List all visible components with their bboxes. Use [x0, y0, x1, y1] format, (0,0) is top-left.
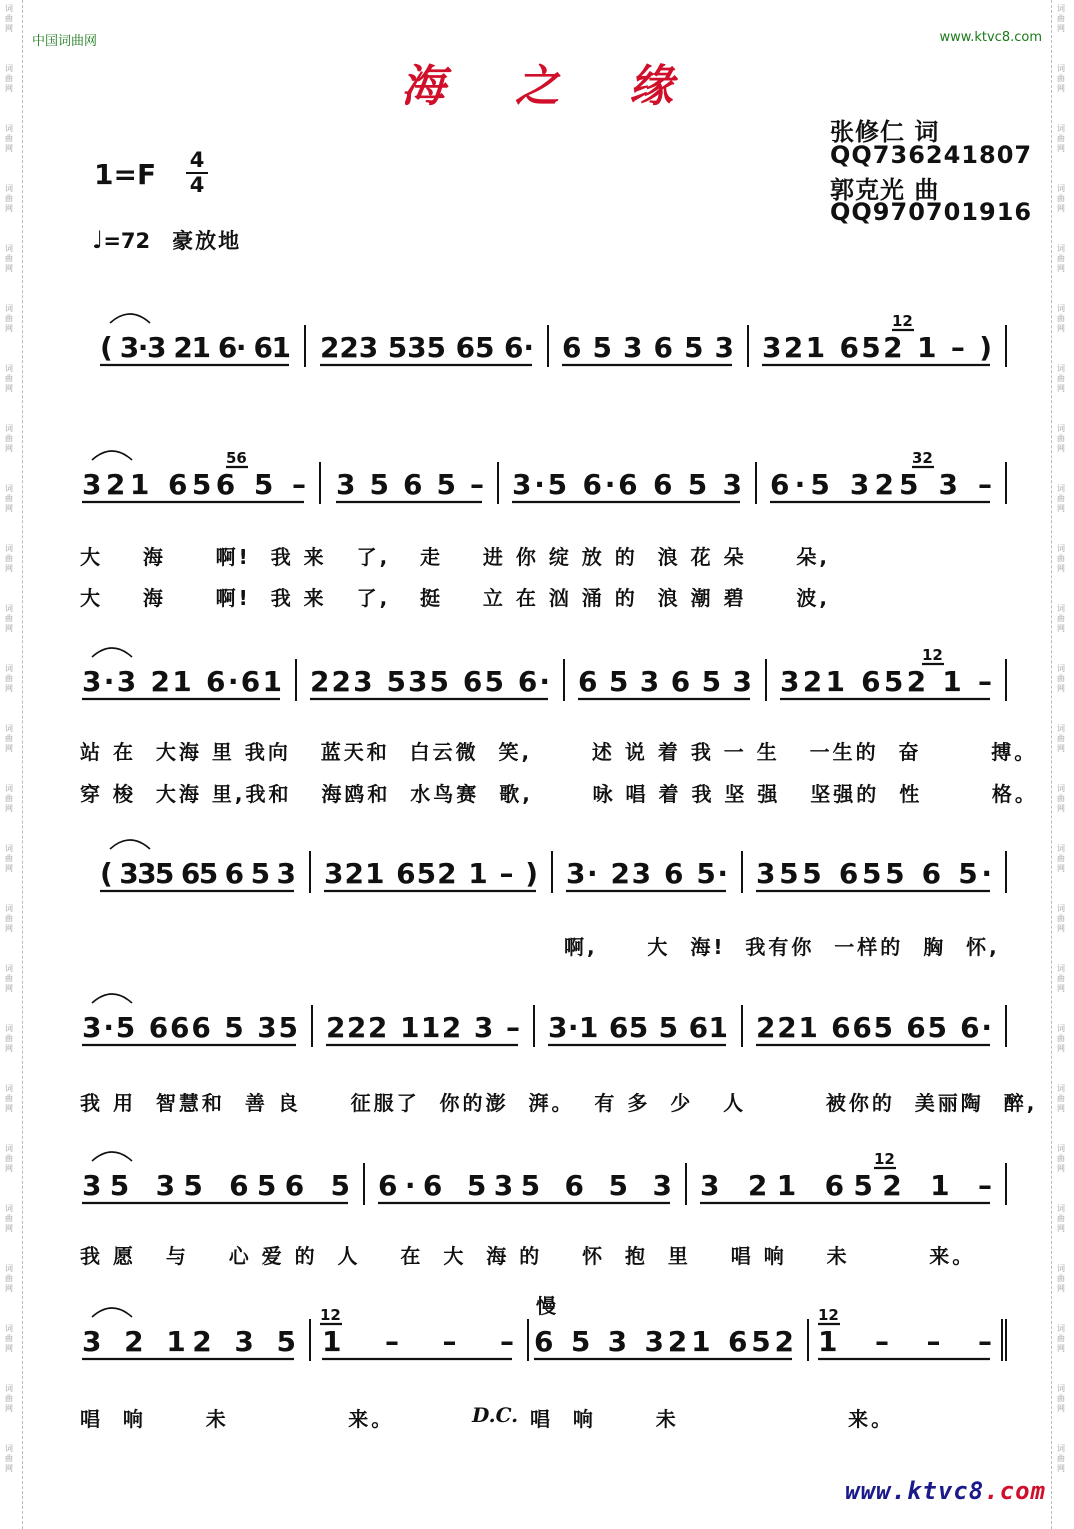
- lyric-line-6: 我 愿 与 心 爱 的 人 在 大 海 的 怀 抱 里 唱 响 未 来。: [80, 1244, 976, 1268]
- measure-notes: 6 5 3 6 5 3: [578, 665, 752, 698]
- measure-notes: 3·5 666 5 35: [82, 1011, 298, 1044]
- side-watermark-text: 词 曲 网: [1057, 484, 1065, 513]
- side-watermark-text: 词 曲 网: [1057, 1264, 1065, 1293]
- logo-part-2: .com: [984, 1477, 1046, 1505]
- side-watermark-text: 词 曲 网: [1057, 1144, 1065, 1173]
- lyric-line-3-verse-2: 穿 梭 大海 里,我和 海鸥和 水鸟赛 歌, 咏 唱 着 我 坚 强 坚强的 性 格。: [80, 782, 1038, 806]
- slow-marking: 慢: [536, 1294, 556, 1318]
- side-watermark-text: 词 曲 网: [1057, 1084, 1065, 1113]
- side-watermark-text: 词 曲 网: [5, 4, 13, 33]
- side-watermark-text: 词 曲 网: [5, 904, 13, 933]
- grace-note: 56: [226, 449, 247, 467]
- measure-notes: 223 535 65 6·: [310, 665, 550, 698]
- slur-arc: [110, 840, 150, 849]
- tempo-expression: 豪放地: [172, 229, 242, 253]
- side-watermark-text: 词 曲 网: [5, 484, 13, 513]
- side-watermark-text: 词 曲 网: [5, 424, 13, 453]
- side-watermark-text: 词 曲 网: [5, 124, 13, 153]
- lyric-line-5: 我 用 智慧和 善 良 征服了 你的澎 湃。 有 多 少 人 被你的 美丽陶 醉,: [80, 1091, 1038, 1115]
- time-signature-top: 4: [189, 148, 205, 172]
- side-watermark-text: 词 曲 网: [5, 1264, 13, 1293]
- lyric-line-7-left: 唱 响 未 来。: [80, 1407, 395, 1431]
- measure-notes: 1 – – –: [322, 1325, 514, 1358]
- side-watermark-text: 词 曲 网: [5, 184, 13, 213]
- side-watermark-text: 词 曲 网: [5, 244, 13, 273]
- measure-notes: 222 112 3 –: [326, 1011, 520, 1044]
- site-name-left[interactable]: 中国词曲网: [32, 34, 98, 49]
- side-watermark-text: 词 曲 网: [1057, 844, 1065, 873]
- side-watermark-text: 词 曲 网: [1057, 664, 1065, 693]
- side-watermark-text: 词 曲 网: [1057, 304, 1065, 333]
- side-watermark-text: 词 曲 网: [1057, 1444, 1065, 1473]
- lyric-line-3-verse-1: 站 在 大海 里 我向 蓝天和 白云微 笑, 述 说 着 我 一 生 一生的 奋 搏。: [80, 740, 1038, 764]
- side-watermark-text: 词 曲 网: [1057, 124, 1065, 153]
- side-watermark-text: 词 曲 网: [1057, 1024, 1065, 1053]
- lyricist-credit: 张修仁 词: [830, 118, 940, 146]
- measure-notes: 355 655 6 5·: [756, 857, 992, 890]
- side-watermark-text: 词 曲 网: [5, 1084, 13, 1113]
- grace-note: 12: [320, 1306, 341, 1324]
- side-watermark-text: 词 曲 网: [5, 544, 13, 573]
- side-watermark-text: 词 曲 网: [5, 784, 13, 813]
- composer-credit: 郭克光 曲: [830, 176, 940, 204]
- grace-note: 12: [874, 1150, 895, 1168]
- side-watermark-text: 词 曲 网: [1057, 64, 1065, 93]
- grace-note: 12: [892, 312, 913, 330]
- slur-arc: [110, 314, 150, 323]
- grace-note: 32: [912, 449, 933, 467]
- measure-notes: 35 35 656 5: [82, 1169, 350, 1202]
- side-watermark-text: 词 曲 网: [1057, 184, 1065, 213]
- side-watermark-text: 词 曲 网: [1057, 904, 1065, 933]
- site-url-right[interactable]: www.ktvc8.com: [939, 30, 1042, 45]
- side-watermark-text: 词 曲 网: [5, 364, 13, 393]
- side-watermark-text: 词 曲 网: [5, 64, 13, 93]
- measure-notes: 6·5 325 3 –: [770, 468, 992, 501]
- measure-notes: 6·6 535 6 5 3: [378, 1169, 672, 1202]
- side-watermark-text: 词 曲 网: [5, 1144, 13, 1173]
- composer-qq: QQ970701916: [830, 198, 1033, 226]
- measure-notes: 223 535 65 6·: [320, 331, 534, 364]
- key-signature: 1=F: [94, 158, 157, 191]
- grace-note: 12: [818, 1306, 839, 1324]
- side-watermark-text: 词 曲 网: [1057, 1204, 1065, 1233]
- measure-notes: ( 335 65 6 5 3: [100, 857, 296, 890]
- side-watermark-text: 词 曲 网: [5, 844, 13, 873]
- side-watermark-text: 词 曲 网: [5, 1384, 13, 1413]
- measure-notes: 3 5 6 5 –: [336, 468, 484, 501]
- measure-notes: 3·5 6·6 6 5 3: [512, 468, 742, 501]
- measure-notes: 3·1 65 5 61: [548, 1011, 728, 1044]
- quarter-note-icon: ♩: [92, 226, 104, 254]
- lyric-line-4: 啊, 大 海! 我有你 一样的 胸 怀,: [564, 935, 1000, 959]
- measure-notes: 6 5 3 6 5 3: [562, 331, 734, 364]
- logo-part-1: www.ktvc8: [845, 1477, 985, 1505]
- time-signature-bottom: 4: [189, 173, 205, 197]
- lyricist-qq: QQ736241807: [830, 141, 1033, 169]
- measure-notes: 1 – – –: [818, 1325, 992, 1358]
- slur-arc: [92, 1152, 132, 1161]
- measure-notes: 321 652 1 – ): [324, 857, 538, 890]
- measure-notes: 3 21 652 1 –: [700, 1169, 992, 1202]
- slur-arc: [92, 1308, 132, 1317]
- side-watermark-text: 词 曲 网: [1057, 364, 1065, 393]
- side-watermark-text: 词 曲 网: [1057, 604, 1065, 633]
- measure-notes: ( 3·3 21 6· 61: [100, 331, 291, 364]
- side-watermark-text: 词 曲 网: [5, 724, 13, 753]
- tempo-bpm: =72: [103, 229, 151, 253]
- side-watermark-text: 词 曲 网: [1057, 964, 1065, 993]
- side-watermark-text: 词 曲 网: [1057, 544, 1065, 573]
- side-watermark-text: 词 曲 网: [5, 1024, 13, 1053]
- lyric-line-7-right: 唱 响 未 来。: [530, 1407, 895, 1431]
- side-watermark-text: 词 曲 网: [1057, 4, 1065, 33]
- song-title: 海之缘: [401, 61, 743, 112]
- lyric-line-2-verse-1: 大 海 啊! 我 来 了, 走 进 你 绽 放 的 浪 花 朵 朵,: [80, 545, 831, 569]
- side-watermark-text: 词 曲 网: [1057, 724, 1065, 753]
- slur-arc: [92, 451, 132, 460]
- site-logo[interactable]: [845, 1477, 1046, 1505]
- side-watermark-text: 词 曲 网: [1057, 1384, 1065, 1413]
- measure-notes: 321 652 1 – ): [762, 331, 992, 364]
- side-watermark-text: 词 曲 网: [1057, 1324, 1065, 1353]
- lyric-line-2-verse-2: 大 海 啊! 我 来 了, 挺 立 在 汹 涌 的 浪 潮 碧 波,: [80, 586, 831, 610]
- side-watermark-text: 词 曲 网: [5, 1324, 13, 1353]
- measure-notes: 321 652 1 –: [780, 665, 992, 698]
- grace-note: 12: [922, 646, 943, 664]
- side-watermark-text: 词 曲 网: [1057, 784, 1065, 813]
- measure-notes: 6 5 3 321 652: [534, 1325, 794, 1358]
- measure-notes: 221 665 65 6·: [756, 1011, 992, 1044]
- measure-notes: 3· 23 6 5·: [566, 857, 728, 890]
- side-watermark-text: 词 曲 网: [1057, 244, 1065, 273]
- side-watermark-text: 词 曲 网: [5, 604, 13, 633]
- side-watermark-text: 词 曲 网: [5, 964, 13, 993]
- measure-notes: 321 656 5 –: [82, 468, 306, 501]
- slur-arc: [92, 994, 132, 1003]
- side-watermark-text: 词 曲 网: [5, 1444, 13, 1473]
- slur-arc: [92, 648, 132, 657]
- measure-notes: 3·3 21 6·61: [82, 665, 282, 698]
- da-capo-marking: D.C.: [472, 1403, 519, 1427]
- side-watermark-text: 词 曲 网: [1057, 424, 1065, 453]
- side-watermark-text: 词 曲 网: [5, 304, 13, 333]
- measure-notes: 3 2 12 3 5: [82, 1325, 296, 1358]
- side-watermark-text: 词 曲 网: [5, 664, 13, 693]
- side-watermark-text: 词 曲 网: [5, 1204, 13, 1233]
